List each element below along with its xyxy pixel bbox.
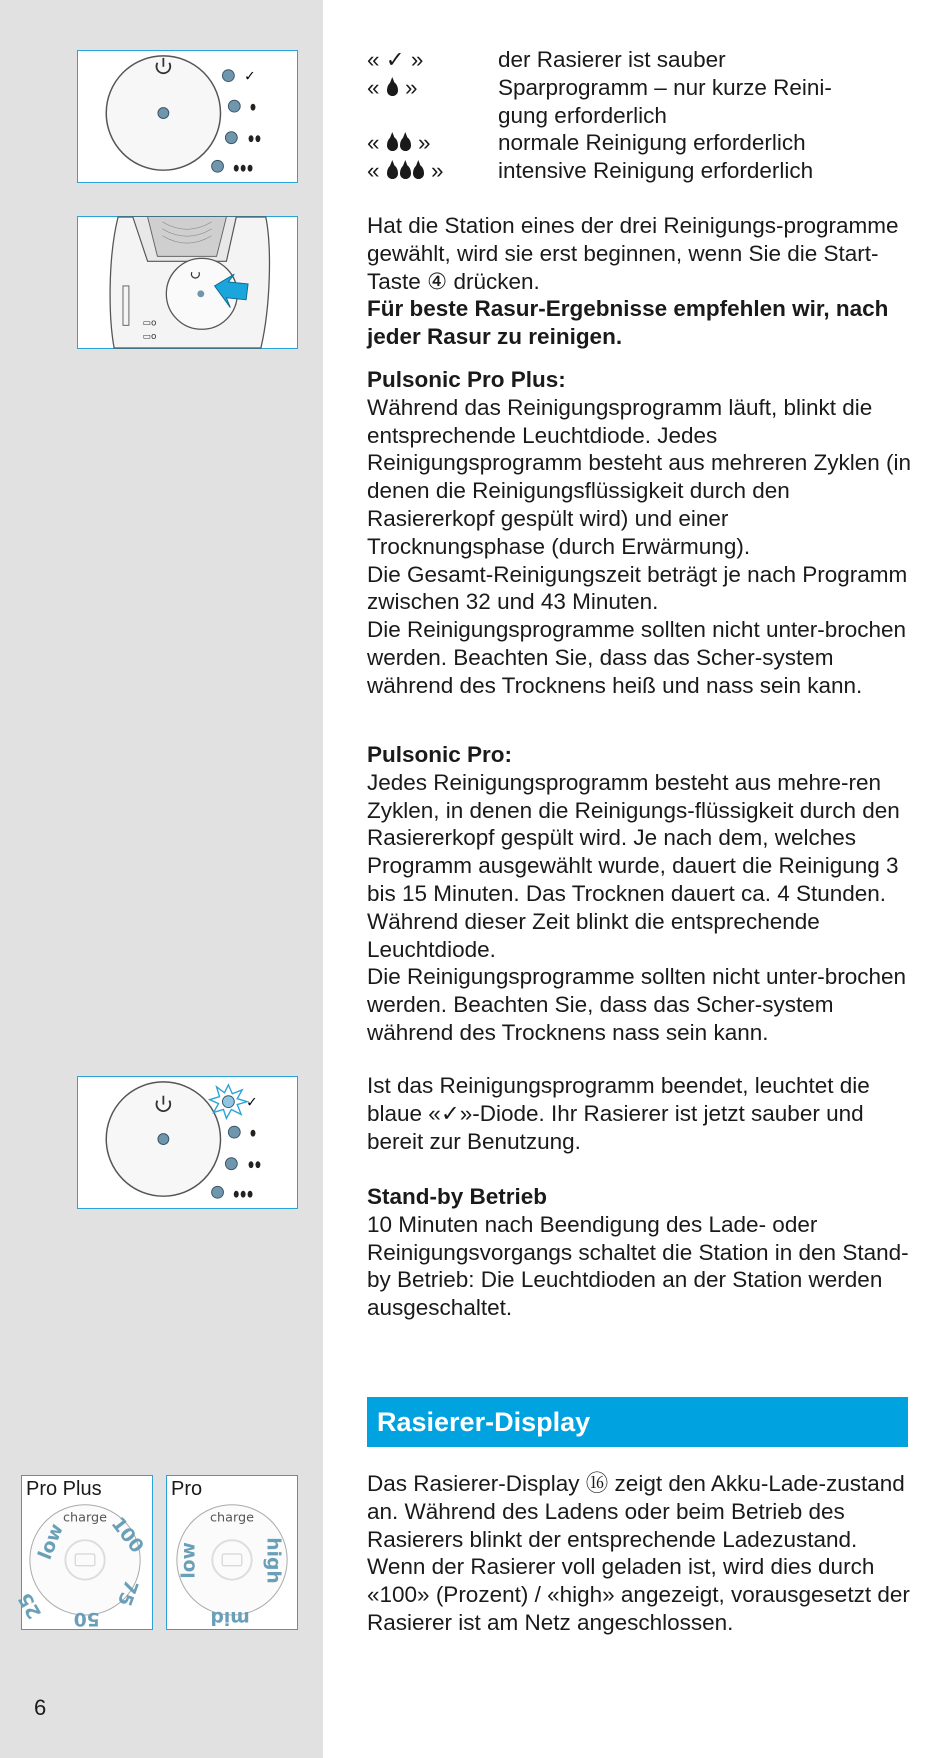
legend-text: der Rasierer ist sauber bbox=[498, 47, 726, 72]
pro-plus-section bbox=[367, 366, 912, 700]
pro-plus-heading: Pulsonic Pro Plus: bbox=[367, 367, 566, 392]
finished-text-before: Ist das Reinigungsprogramm beendet, leuchtet die blaue « bbox=[367, 1073, 870, 1126]
figure-station-leds bbox=[77, 50, 298, 183]
level-75: 75 bbox=[112, 1576, 142, 1609]
drop-icon bbox=[387, 137, 398, 151]
figure-led-lit bbox=[77, 1076, 298, 1209]
pro-text2: Die Reinigungsprogramme sollten nicht unter-brochen werden. Beachten Sie, dass das Scher-system während des Trocknens nass sein kann. bbox=[367, 964, 907, 1045]
svg-text:▭o: ▭o bbox=[142, 318, 157, 329]
finished-paragraph bbox=[367, 1072, 912, 1155]
section-header-display: Rasierer-Display bbox=[367, 1397, 908, 1447]
intro-text: Hat die Station eines der drei Reinigungs-programme gewählt, wird sie erst beginnen, wenn Sie die Start-Taste ④ drücken. bbox=[367, 213, 899, 294]
intro-bold: Für beste Rasur-Ergebnisse empfehlen wir, nach jeder Rasur zu reinigen. bbox=[367, 296, 889, 350]
drop-icon bbox=[400, 137, 411, 151]
pro-text: Jedes Reinigungsprogramm besteht aus mehre-ren Zyklen, in denen die Reinigungs-flüssigkeit durch den Rasiererkopf gespült wird. Je nach dem, welches Programm ausgewählt wurde, dauert die Reinigung 3 bis 15 Minuten. Das Trocknen dauert ca. 4 Stunden. Während dieser Zeit blinkt die entsprechende Leuchtdiode. bbox=[367, 769, 900, 962]
level-25: 25 bbox=[14, 1589, 47, 1623]
drop-icon bbox=[387, 82, 398, 96]
display-center-text: charge bbox=[63, 1510, 108, 1526]
pro-section bbox=[367, 741, 912, 1047]
page-number: 6 bbox=[34, 1695, 47, 1720]
legend-text: Sparprogramm – nur kurze Reini-gung erforderlich bbox=[498, 75, 832, 128]
pro-plus-text2: Die Gesamt-Reinigungszeit beträgt je nach Programm zwischen 32 und 43 Minuten. bbox=[367, 561, 908, 615]
display-center-text: charge bbox=[209, 1510, 255, 1526]
level-100: 100 bbox=[106, 1513, 148, 1558]
pro-plus-text: Während das Reinigungsprogramm läuft, blinkt die entsprechende Leuchtdiode. Jedes Reinigungsprogramm besteht aus mehreren Zyklen (in denen die Reinigungsflüssigkeit durch den Rasiererkopf gespült wird) und einer Trocknungsphase (durch Erwärmung). bbox=[367, 394, 912, 559]
legend-symbol: « » bbox=[367, 158, 444, 183]
display-label: Pro Plus bbox=[26, 1478, 102, 1500]
display-section bbox=[367, 1470, 912, 1637]
standby-heading: Stand-by Betrieb bbox=[367, 1184, 548, 1209]
figure-start-button bbox=[77, 216, 298, 349]
svg-text:✓: ✓ bbox=[244, 68, 256, 85]
legend-symbol: « » bbox=[367, 130, 431, 155]
figure-display-pro bbox=[166, 1475, 298, 1630]
standby-section bbox=[367, 1183, 912, 1322]
level-mid: mid bbox=[210, 1607, 250, 1629]
legend-symbol: « ✓ » bbox=[367, 47, 424, 72]
pro-plus-text3: Die Reinigungsprogramme sollten nicht unter-brochen werden. Beachten Sie, dass das Scher-system während des Trocknens heiß und nass sein kann. bbox=[367, 617, 907, 698]
check-icon: ✓ bbox=[440, 1100, 460, 1126]
legend-text: intensive Reinigung erforderlich bbox=[498, 158, 814, 183]
legend-row-normal bbox=[367, 129, 912, 157]
intro-paragraph bbox=[367, 212, 912, 351]
figure-display-pro-plus bbox=[14, 1475, 153, 1630]
legend-row-clean bbox=[367, 46, 912, 74]
level-low: low bbox=[178, 1542, 200, 1579]
svg-text:▭o: ▭o bbox=[142, 332, 157, 343]
level-high: high bbox=[262, 1537, 284, 1584]
standby-text: 10 Minuten nach Beendigung des Lade- oder Reinigungsvorgangs schaltet die Station in den Stand-by Betrieb: Die Leuchtdioden an der Station werden ausgeschaltet. bbox=[367, 1211, 909, 1321]
legend-row-short bbox=[367, 74, 912, 130]
pro-heading: Pulsonic Pro: bbox=[367, 742, 513, 767]
legend-row-intensive bbox=[367, 157, 912, 185]
check-icon: ✓ bbox=[385, 47, 405, 72]
svg-text:✓: ✓ bbox=[246, 1094, 258, 1111]
legend-symbol: « » bbox=[367, 75, 418, 100]
level-low: low bbox=[34, 1520, 68, 1563]
legend-text: normale Reinigung erforderlich bbox=[498, 130, 806, 155]
drop-icon bbox=[413, 165, 424, 179]
level-50: 50 bbox=[73, 1608, 100, 1630]
display-text: Das Rasierer-Display ⑯ zeigt den Akku-Lade-zustand an. Während des Ladens oder beim Betrieb des Rasierers blinkt der entsprechende Ladezustand. Wenn der Rasierer voll geladen ist, wird dies durch «100» (Prozent) / «high» angezeigt, vorausgesetzt der Rasierer ist am Netz angeschlossen. bbox=[367, 1471, 910, 1635]
display-label: Pro bbox=[171, 1478, 203, 1500]
drop-icon bbox=[387, 165, 398, 179]
drop-icon bbox=[400, 165, 411, 179]
finished-text-after: »-Diode. Ihr Rasierer ist jetzt sauber und bereit zur Benutzung. bbox=[367, 1100, 864, 1154]
